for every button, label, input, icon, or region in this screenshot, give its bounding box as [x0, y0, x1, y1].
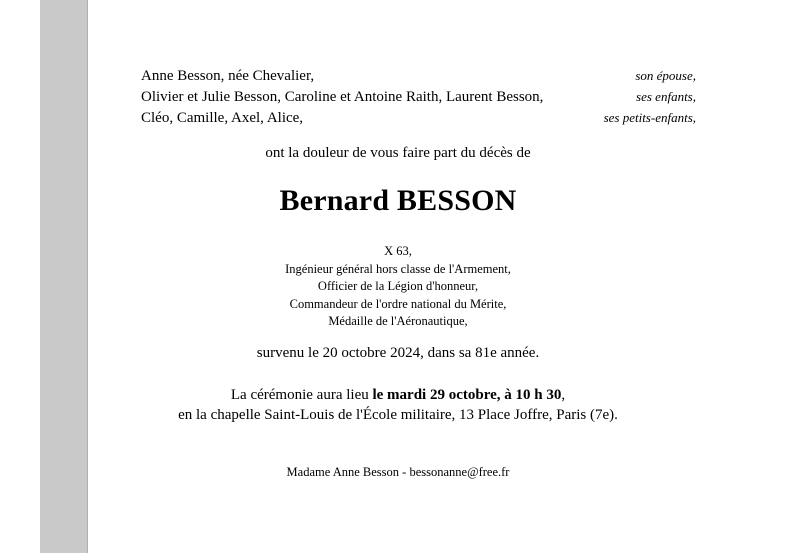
announcement-text: ont la douleur de vous faire part du décès de: [265, 145, 531, 161]
deceased-titles: [88, 243, 708, 331]
title-line: X 63,: [384, 244, 412, 258]
family-role: ses petits-enfants,: [603, 110, 696, 125]
ceremony-line: [88, 385, 708, 405]
family-name: Anne Besson, née Chevalier,: [141, 68, 315, 84]
page-sidebar-strip: [40, 0, 88, 553]
title-line: Médaille de l'Aéronautique,: [328, 314, 468, 328]
family-name: Cléo, Camille, Axel, Alice,: [141, 110, 304, 126]
ceremony-info: [88, 385, 708, 425]
document-page: [88, 0, 790, 553]
family-role: ses enfants,: [636, 89, 696, 104]
viewer-background: [0, 0, 40, 553]
title-line: Ingénieur général hors classe de l'Armement,: [285, 261, 511, 276]
ceremony-intro: La cérémonie aura lieu: [230, 387, 373, 403]
death-notice: survenu le 20 octobre 2024, dans sa 81e année.: [256, 345, 540, 361]
contact-line: Madame Anne Besson - bessonanne@free.fr: [286, 465, 510, 479]
ceremony-datetime: le mardi 29 octobre, à 10 h 30: [372, 387, 562, 403]
family-name: Olivier et Julie Besson, Caroline et Antoine Raith, Laurent Besson,: [141, 89, 544, 105]
title-line: Officier de la Légion d'honneur,: [317, 279, 479, 293]
ceremony-location: en la chapelle Saint-Louis de l'École militaire, 13 Place Joffre, Paris (7e).: [178, 407, 618, 423]
title-line: Commandeur de l'ordre national du Mérite,: [289, 296, 507, 311]
ceremony-punct: ,: [561, 387, 566, 403]
family-role: son épouse,: [635, 68, 696, 83]
deceased-name: Bernard BESSON: [279, 184, 517, 217]
